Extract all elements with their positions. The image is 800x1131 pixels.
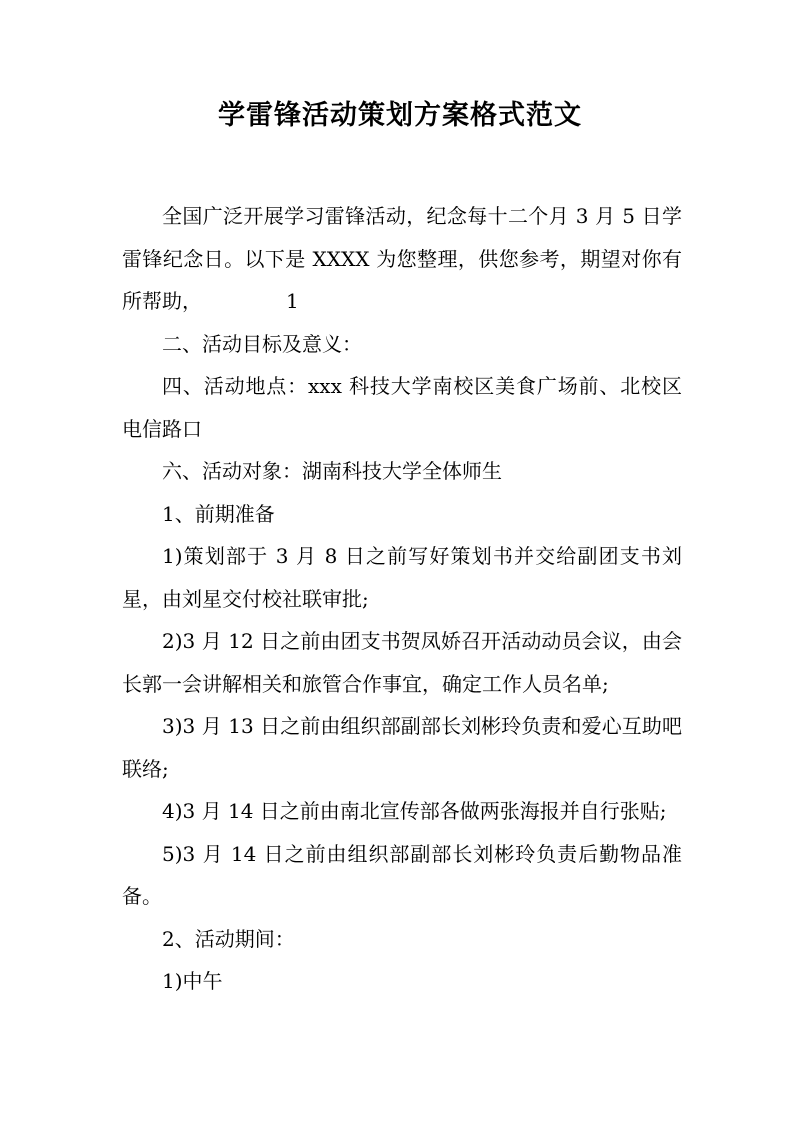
paragraph-prep-item-1: 1)策划部于 3 月 8 日之前写好策划书并交给副团支书刘星，由刘星交付校社联审批;	[122, 544, 682, 611]
intro-text: 全国广泛开展学习雷锋活动，纪念每十二个月 3 月 5 日学雷锋纪念日。以下是 XXXX 为您整理，供您参考，期望对你有所帮助，	[122, 204, 682, 313]
paragraph-activity-location: 四、活动地点：xxx 科技大学南校区美食广场前、北校区电信路口	[122, 374, 682, 441]
paragraph-activity-target: 六、活动对象：湖南科技大学全体师生	[162, 459, 502, 483]
paragraph-prep-item-5: 5)3 月 14 日之前由组织部副部长刘彬玲负责后勤物品准备。	[122, 841, 682, 908]
intro-paragraph	[122, 195, 682, 323]
paragraph-prep-item-4: 4)3 月 14 日之前由南北宣传部各做两张海报并自行张贴;	[162, 799, 667, 823]
intro-trailing-number: 1	[286, 289, 299, 313]
paragraph-preparation-heading: 1、前期准备	[162, 501, 275, 526]
document-title: 学雷锋活动策划方案格式范文	[218, 100, 582, 131]
paragraph-prep-item-2: 2)3 月 12 日之前由团支书贺凤娇召开活动动员会议，由会长郭一会讲解相关和旅管合作事宜，确定工作人员名单;	[122, 629, 682, 696]
paragraph-activity-period-heading: 2、活动期间：	[162, 926, 295, 951]
paragraph-noon: 1)中午	[162, 969, 223, 993]
paragraph-prep-item-3: 3)3 月 13 日之前由组织部副部长刘彬玲负责和爱心互助吧联络;	[122, 714, 682, 781]
paragraph-activity-goal: 二、活动目标及意义：	[162, 331, 362, 356]
document-body	[122, 195, 682, 1003]
